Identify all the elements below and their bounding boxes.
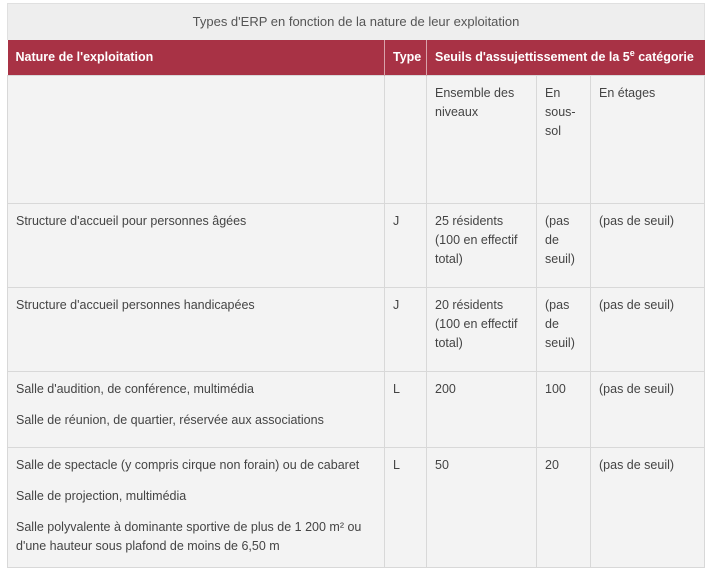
subheader-type-empty [385, 76, 427, 204]
cell-nature [8, 448, 385, 568]
header-row [8, 40, 705, 76]
table-row [8, 204, 705, 288]
table-row [8, 448, 705, 568]
cell-type: J [385, 204, 427, 288]
cell-sous-sol: (pas de seuil) [537, 204, 591, 288]
nature-line: Structure d'accueil pour personnes âgées [16, 214, 247, 228]
header-seuils [427, 40, 705, 76]
cell-ensemble: 25 résidents (100 en effectif total) [427, 204, 537, 288]
erp-table-container [7, 3, 704, 568]
cell-ensemble: 50 [427, 448, 537, 568]
cell-sous-sol: 100 [537, 372, 591, 448]
table-caption: Types d'ERP en fonction de la nature de leur exploitation [7, 3, 705, 40]
nature-line: Salle de réunion, de quartier, réservée aux associations [16, 413, 324, 427]
subheader-etages: En étages [591, 76, 705, 204]
cell-etages: (pas de seuil) [591, 288, 705, 372]
table-row [8, 288, 705, 372]
header-seuils-sup: e [629, 47, 635, 58]
cell-nature [8, 288, 385, 372]
subheader-empty [8, 76, 385, 204]
header-type: Type [385, 40, 427, 76]
subheader-row [8, 76, 705, 204]
table-row [8, 372, 705, 448]
nature-line: Salle de projection, multimédia [16, 489, 187, 503]
cell-type: L [385, 372, 427, 448]
cell-ensemble: 200 [427, 372, 537, 448]
cell-etages: (pas de seuil) [591, 448, 705, 568]
nature-line: Salle de spectacle (y compris cirque non forain) ou de cabaret [16, 458, 360, 472]
cell-nature [8, 372, 385, 448]
subheader-sous-sol: En sous-sol [537, 76, 591, 204]
cell-type: J [385, 288, 427, 372]
cell-type: L [385, 448, 427, 568]
subheader-ensemble: Ensemble des niveaux [427, 76, 537, 204]
cell-nature [8, 204, 385, 288]
nature-line: Salle polyvalente à dominante sportive de plus de 1 200 m² ou d'une hauteur sous plafond de moins de 6,50 m [16, 520, 362, 553]
erp-types-table [7, 3, 705, 568]
cell-sous-sol: 20 [537, 448, 591, 568]
header-seuils-prefix: Seuils d'assujettissement de la 5 [435, 50, 630, 64]
cell-ensemble: 20 résidents (100 en effectif total) [427, 288, 537, 372]
cell-sous-sol: (pas de seuil) [537, 288, 591, 372]
cell-etages: (pas de seuil) [591, 372, 705, 448]
header-nature: Nature de l'exploitation [8, 40, 385, 76]
nature-line: Salle d'audition, de conférence, multimédia [16, 382, 254, 396]
nature-line: Structure d'accueil personnes handicapées [16, 298, 255, 312]
cell-etages: (pas de seuil) [591, 204, 705, 288]
header-seuils-suffix: catégorie [634, 50, 694, 64]
